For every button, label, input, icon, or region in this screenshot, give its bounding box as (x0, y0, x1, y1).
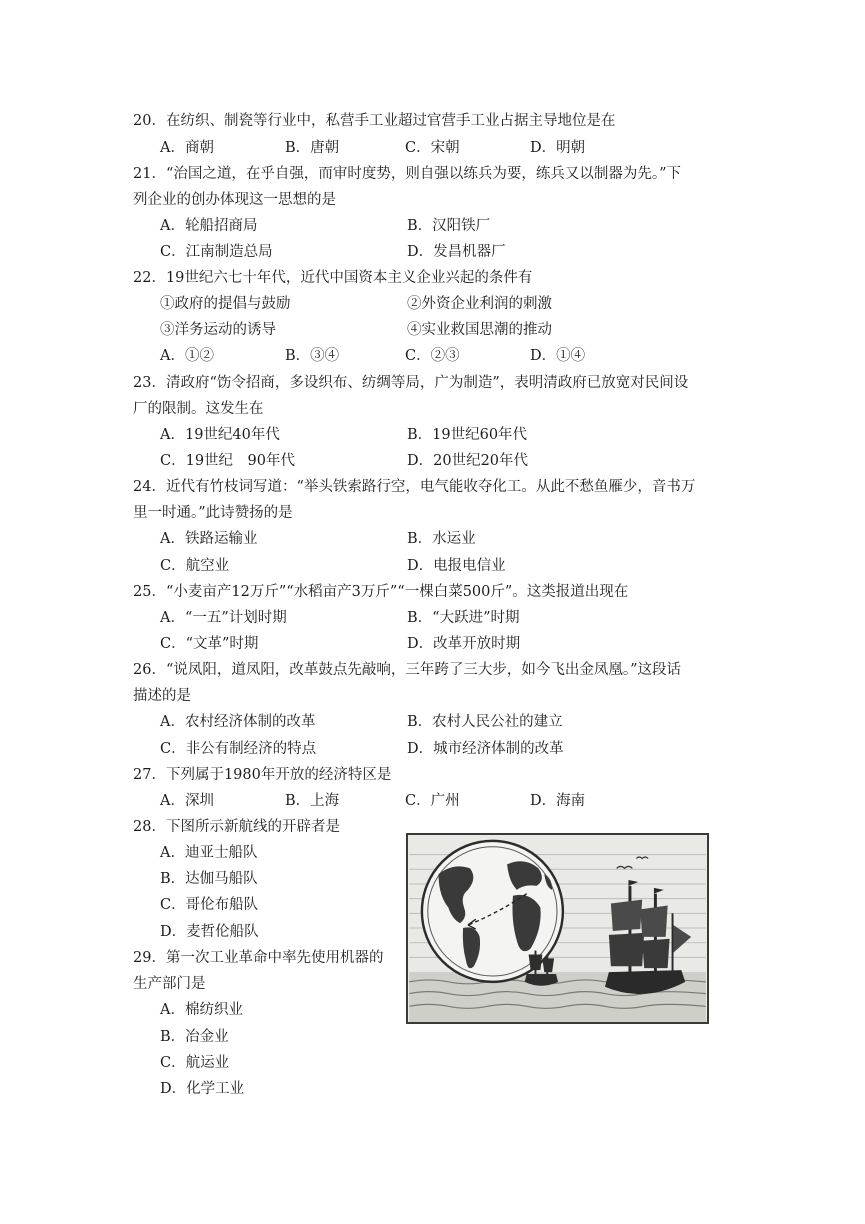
question-22-stem: 22．19世纪六七十年代，近代中国资本主义企业兴起的条件有 (133, 270, 533, 286)
question-23-stem-line-2: 厂的限制。这发生在 (133, 401, 264, 417)
question-22-item-3: ③洋务运动的诱导 (160, 322, 276, 338)
question-28-option-a[interactable]: A．迪亚士船队 (160, 845, 258, 861)
question-28-option-b[interactable]: B．达伽马船队 (160, 871, 258, 887)
question-21-stem-line-2: 列企业的创办体现这一思想的是 (133, 192, 336, 208)
question-22-item-2: ②外资企业利润的刺激 (407, 296, 552, 312)
question-29-option-d[interactable]: D．化学工业 (160, 1081, 245, 1097)
globe-and-ships-figure (406, 833, 709, 1024)
question-21-option-a[interactable]: A．轮船招商局 (160, 218, 258, 234)
question-21-option-c[interactable]: C．江南制造总局 (160, 244, 273, 260)
question-22-option-d[interactable]: D．①④ (530, 348, 586, 364)
globe-and-sailing-ships-illustration (408, 835, 707, 1022)
question-28-option-d[interactable]: D．麦哲伦船队 (160, 924, 259, 940)
question-29-option-a[interactable]: A．棉纺织业 (160, 1002, 243, 1018)
question-22-option-a[interactable]: A．①② (160, 348, 214, 364)
question-25-option-b[interactable]: B．“大跃进”时期 (407, 610, 520, 626)
question-24-option-c[interactable]: C．航空业 (160, 558, 230, 574)
question-27-option-b[interactable]: B．上海 (285, 793, 340, 809)
question-26-stem-line-2: 描述的是 (133, 688, 191, 704)
question-26-stem-line-1: 26．“说凤阳，道凤阳，改革鼓点先敲响，三年跨了三大步，如今飞出金凤凰。”这段话 (133, 662, 682, 678)
question-23-option-b[interactable]: B．19世纪60年代 (407, 427, 528, 443)
question-25-option-c[interactable]: C．“文革”时期 (160, 636, 259, 652)
question-20-option-b[interactable]: B．唐朝 (285, 140, 340, 156)
question-23-option-d[interactable]: D．20世纪20年代 (407, 453, 529, 469)
question-21-stem-line-1: 21．“治国之道，在乎自强，而审时度势，则自强以练兵为要，练兵又以制器为先。”下 (133, 166, 682, 182)
question-27-option-a[interactable]: A．深圳 (160, 793, 214, 809)
question-20-option-d[interactable]: D．明朝 (530, 140, 586, 156)
question-25-option-d[interactable]: D．改革开放时期 (407, 636, 521, 652)
question-25-stem: 25．“小麦亩产12万斤”“水稻亩产3万斤”“一棵白菜500斤”。这类报道出现在 (133, 584, 629, 600)
question-23-stem-line-1: 23．清政府“饬令招商，多设织布、纺绸等局，广为制造”，表明清政府已放宽对民间设 (133, 375, 689, 391)
question-20-stem: 20．在纺织、制瓷等行业中，私营手工业超过官营手工业占据主导地位是在 (133, 113, 616, 129)
question-22-item-1: ①政府的提倡与鼓励 (160, 296, 291, 312)
question-23-option-a[interactable]: A．19世纪40年代 (160, 427, 280, 443)
question-26-option-d[interactable]: D．城市经济体制的改革 (407, 741, 564, 757)
question-20-option-c[interactable]: C．宋朝 (405, 140, 460, 156)
question-29-stem-line-1: 29．第一次工业革命中率先使用机器的 (133, 950, 384, 966)
question-24-option-b[interactable]: B．水运业 (407, 531, 476, 547)
question-28-stem: 28．下图所示新航线的开辟者是 (133, 819, 340, 835)
question-24-option-d[interactable]: D．电报电信业 (407, 558, 506, 574)
question-22-item-4: ④实业救国思潮的推动 (407, 322, 552, 338)
question-27-stem: 27．下列属于1980年开放的经济特区是 (133, 767, 392, 783)
question-20-option-a[interactable]: A．商朝 (160, 140, 214, 156)
question-27-option-c[interactable]: C．广州 (405, 793, 460, 809)
question-22-option-c[interactable]: C．②③ (405, 348, 460, 364)
question-29-stem-line-2: 生产部门是 (133, 976, 206, 992)
question-24-stem-line-2: 里一时通。”此诗赞扬的是 (133, 505, 293, 521)
question-26-option-b[interactable]: B．农村人民公社的建立 (407, 714, 563, 730)
question-21-option-d[interactable]: D．发昌机器厂 (407, 244, 506, 260)
question-29-option-c[interactable]: C．航运业 (160, 1055, 230, 1071)
question-21-option-b[interactable]: B．汉阳铁厂 (407, 218, 491, 234)
question-27-option-d[interactable]: D．海南 (530, 793, 586, 809)
question-26-option-a[interactable]: A．农村经济体制的改革 (160, 714, 316, 730)
question-25-option-a[interactable]: A．“一五”计划时期 (160, 610, 287, 626)
question-22-option-b[interactable]: B．③④ (285, 348, 340, 364)
question-24-option-a[interactable]: A．铁路运输业 (160, 531, 258, 547)
question-26-option-c[interactable]: C．非公有制经济的特点 (160, 741, 317, 757)
question-23-option-c[interactable]: C．19世纪 90年代 (160, 453, 295, 469)
question-29-option-b[interactable]: B．冶金业 (160, 1029, 229, 1045)
question-28-option-c[interactable]: C．哥伦布船队 (160, 897, 259, 913)
question-24-stem-line-1: 24．近代有竹枝词写道：“举头铁索路行空，电气能收夺化工。从此不愁鱼雁少，音书万 (133, 479, 696, 495)
